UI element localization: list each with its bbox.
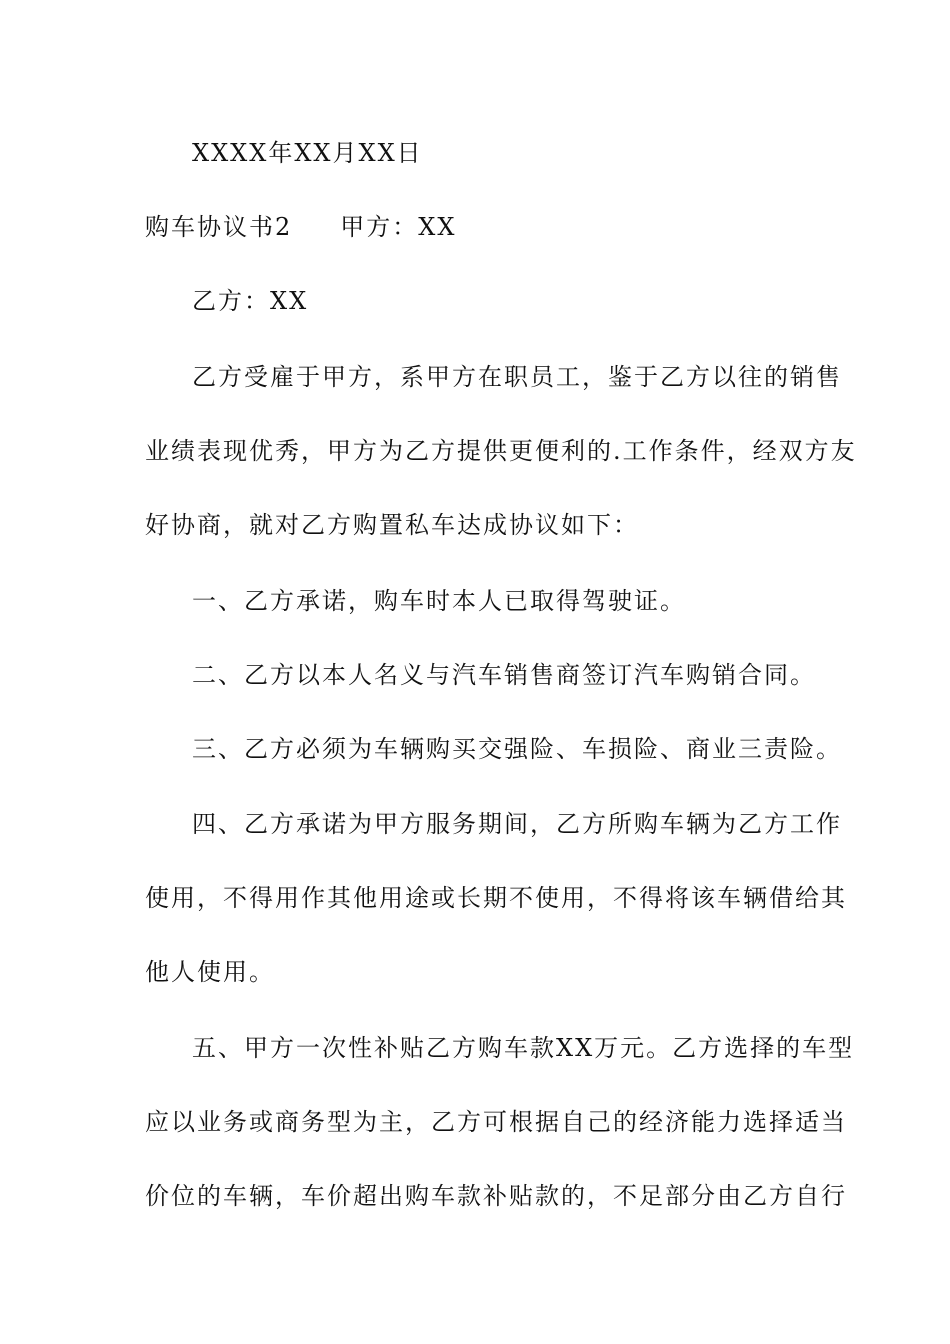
clause-5-line: 应以业务或商务型为主，乙方可根据自己的经济能力选择适当 <box>145 1108 847 1136</box>
paragraph-line: 好协商，就对乙方购置私车达成协议如下： <box>145 511 639 539</box>
clause-1: 一、乙方承诺，购车时本人已取得驾驶证。 <box>192 587 686 615</box>
clause-3: 三、乙方必须为车辆购买交强险、车损险、商业三责险。 <box>192 735 842 763</box>
clause-2: 二、乙方以本人名义与汽车销售商签订汽车购销合同。 <box>192 661 816 689</box>
clause-4-line: 四、乙方承诺为甲方服务期间，乙方所购车辆为乙方工作 <box>192 810 842 838</box>
heading-line <box>145 212 456 242</box>
clause-5-line: 五、甲方一次性补贴乙方购车款XX万元。乙方选择的车型 <box>192 1034 855 1062</box>
date-line: XXXX年XX月XX日 <box>192 139 423 167</box>
clause-5-line: 价位的车辆，车价超出购车款补贴款的，不足部分由乙方自行 <box>145 1182 847 1210</box>
agreement-title: 购车协议书2 <box>145 213 293 241</box>
paragraph-line: 业绩表现优秀，甲方为乙方提供更便利的.工作条件，经双方友 <box>145 437 857 465</box>
clause-4-line: 使用，不得用作其他用途或长期不使用，不得将该车辆借给其 <box>145 884 847 912</box>
party-b: 乙方：XX <box>192 287 309 315</box>
clause-4-line: 他人使用。 <box>145 958 275 986</box>
paragraph-line: 乙方受雇于甲方，系甲方在职员工，鉴于乙方以往的销售 <box>192 363 842 391</box>
party-a: 甲方：XX <box>340 213 457 241</box>
